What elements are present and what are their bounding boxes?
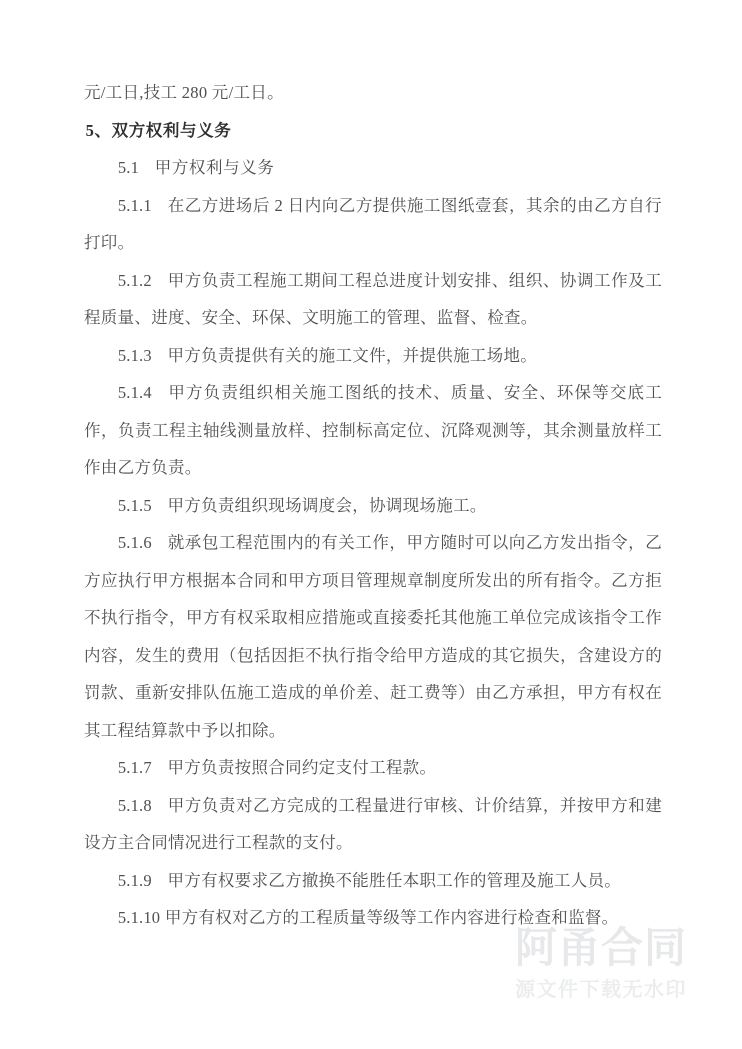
clause-5-1-5 [84,487,662,525]
clause-text: 甲方负责组织现场调度会，协调现场施工。 [167,495,487,515]
clause-text: 就承包工程范围内的有关工作，甲方随时可以向乙方发出指令，乙方应执行甲方根据本合同和甲方项目管理规章制度所发出的所有指令。乙方拒不执行指令，甲方有权采取相应措施或直接委托其他施工单位完成该指令工作内容，发生的费用（包括因拒不执行指令给甲方造成的其它损失，含建设方的罚款、重新安排队伍施工造成的单价差、赶工费等）由乙方承担，甲方有权在其工程结算款中予以扣除。 [84,533,662,740]
clause-number: 5.1.8 [117,795,152,815]
clause-text: 在乙方进场后 2 日内向乙方提供施工图纸壹套，其余的由乙方自行打印。 [84,195,662,252]
watermark-tagline: 源文件下载无水印 [515,977,687,1001]
document-text-body [84,74,662,937]
clause-number: 5.1.5 [117,495,152,515]
clause-number: 5.1.3 [117,345,152,365]
clause-5-1-8 [84,787,662,862]
watermark-logo: 阿甬合同 [514,923,687,972]
clause-5-1-10 [84,899,662,937]
clause-number: 5.1.6 [117,533,152,552]
clause-5-1-6 [84,524,662,749]
clause-number: 5.1.1 [117,195,152,215]
subsection-heading-5-1 [84,149,662,187]
clause-text: 甲方有权要求乙方撤换不能胜任本职工作的管理及施工人员。 [167,870,622,890]
clause-5-1-1 [84,187,662,262]
clause-5-1-2 [84,262,662,337]
subsection-title: 甲方权利与义务 [154,158,275,177]
subsection-number: 5.1 [117,158,140,177]
clause-number: 5.1.9 [117,870,152,890]
clause-number: 5.1.4 [117,383,152,402]
clause-text: 甲方负责对乙方完成的工程量进行审核、计价结算，并按甲方和建设方主合同情况进行工程款的支付。 [84,795,662,852]
clause-text: 甲方负责按照合同约定支付工程款。 [167,758,437,777]
clause-5-1-9 [84,862,662,900]
clause-number: 5.1.7 [117,758,152,777]
clause-number: 5.1.10 [117,908,161,927]
continued-paragraph-from-previous-page: 元/工日,技工 280 元/工日。 [84,83,284,102]
clause-text: 甲方负责提供有关的施工文件，并提供施工场地。 [167,345,538,365]
clause-text: 甲方负责工程施工期间工程总进度计划安排、组织、协调工作及工程质量、进度、安全、环保、文明施工的管理、监督、检查。 [84,270,662,327]
clause-5-1-4 [84,374,662,487]
section-heading-5: 5、双方权利与义务 [85,120,232,140]
clause-text: 甲方负责组织相关施工图纸的技术、质量、安全、环保等交底工作，负责工程主轴线测量放样、控制标高定位、沉降观测等，其余测量放样工作由乙方负责。 [84,383,662,477]
clause-number: 5.1.2 [117,270,152,290]
clause-text: 甲方有权对乙方的工程质量等级等工作内容进行检查和监督。 [164,908,619,927]
clause-5-1-3 [84,337,662,375]
clause-5-1-7 [84,749,662,787]
